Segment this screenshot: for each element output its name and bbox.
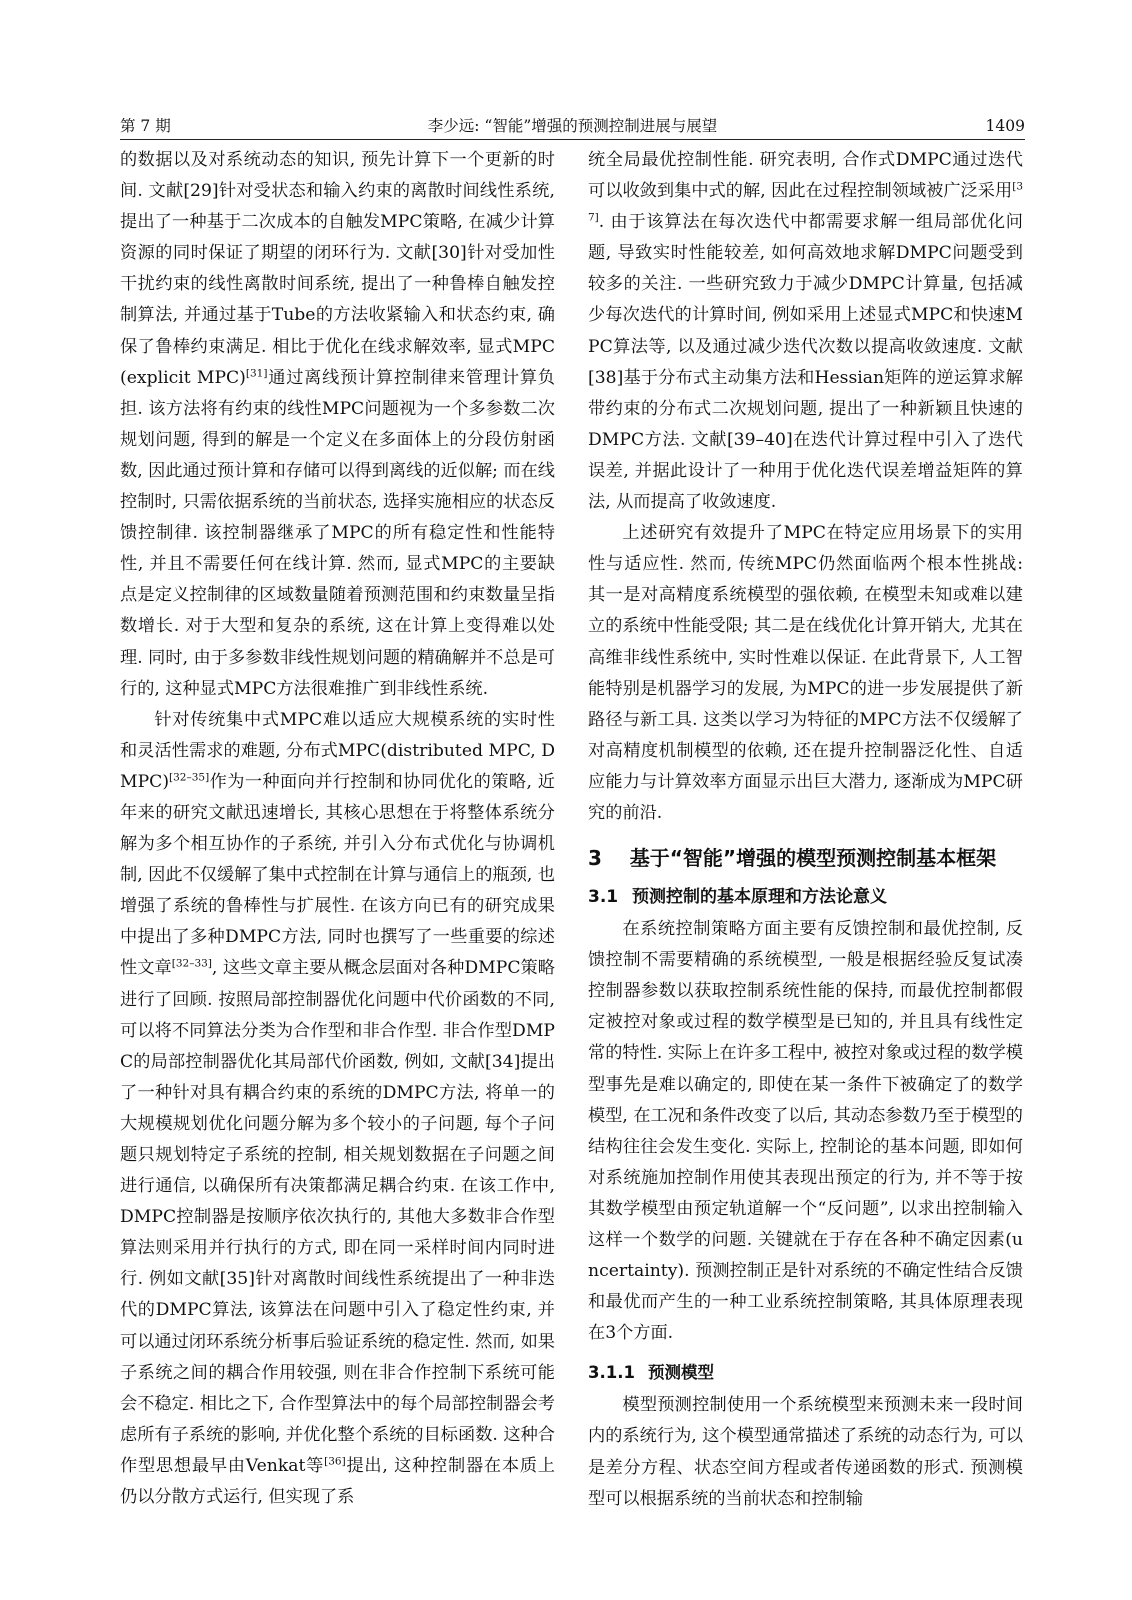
citation-superscript: [31] bbox=[245, 366, 268, 379]
running-header bbox=[120, 116, 1025, 140]
paragraph-challenges: 上述研究有效提升了MPC在特定应用场景下的实用性与适应性. 然而, 传统MPC仍然面临两个根本性挑战: 其一是对高精度系统模型的强依赖, 在模型未知或难以建立的系统中性能受限; 其二是在线优化计算开销大, 尤其在高维非线性系统中, 实时性难以保证. 在此背景下, 人工智能特别是机器学习的发展, 为MPC的进一步发展提供了新路径与新工具. 这类以学习为特征的MPC方法不仅缓解了对高精度机制模型的依赖, 还在提升控制器泛化性、自适应能力与计算效率方面显示出巨大潜力, 逐渐成为MPC研究的前沿. bbox=[588, 523, 1023, 823]
section-title: 预测模型 bbox=[648, 1363, 714, 1383]
paragraph-explicit-mpc bbox=[120, 145, 555, 705]
issue-number: 第 7 期 bbox=[120, 117, 171, 135]
text-run: 统全局最优控制性能. 研究表明, 合作式DMPC通过迭代可以收敛到集中式的解, 因此在过程控制领域被广泛采用 bbox=[588, 150, 1023, 202]
text-run: 提出, 这种控制器在本质上仍以分散方式运行, 但实现了系 bbox=[120, 1455, 555, 1508]
running-title: 李少远: “智能”增强的预测控制进展与展望 bbox=[427, 117, 718, 135]
paragraph-distributed-mpc bbox=[120, 705, 555, 1513]
right-column bbox=[588, 145, 1023, 1515]
paragraph-prediction-model: 模型预测控制使用一个系统模型来预测未来一段时间内的系统行为, 这个模型通常描述了系统的动态行为, 可以是差分方程、状态空间方程或者传递函数的形式. 预测模型可以根据系统的当前状态和控制输 bbox=[588, 1395, 1023, 1509]
text-run: 的数据以及对系统动态的知识, 预先计算下一个更新的时间. 文献[29]针对受状态和输入约束的离散时间线性系统, 提出了一种基于二次成本的自触发MPC策略, 在减少计算资源的同时保证了期望的闭环行为. 文献[30]针对受加性干扰约束的线性离散时间系统, 提出了一种鲁棒自触发控制算法, 并通过基于Tube的方法收紧输入和状态约束, 确保了鲁棒约束满足. 相比于优化在线求解效率, 显式MPC(explicit MPC) bbox=[120, 150, 555, 388]
citation-superscript: [32–33] bbox=[171, 957, 212, 970]
paragraph-cooperative-dmpc bbox=[588, 145, 1023, 518]
paragraph-basic-principle: 在系统控制策略方面主要有反馈控制和最优控制, 反馈控制不需要精确的系统模型, 一般是根据经验反复试凑控制器参数以获取控制系统性能的保持, 而最优控制都假定被控对象或过程的数学模型是已知的, 并且具有线性定常的特性. 实际上在许多工程中, 被控对象或过程的数学模型事先是难以确定的, 即使在某一条件下被确定了的数学模型, 在工况和条件改变了以后, 其动态参数乃至于模型的结构往往会发生变化. 实际上, 控制论的基本问题, 即如何对系统施加控制作用使其表现出预定的行为, 并不等于按其数学模型由预定轨道解一个“反问题”, 以求出控制输入这样一个数学的问题. 关键就在于存在各种不确定因素(uncertainty). 预测控制正是针对系统的不确定性结合反馈和最优而产生的一种工业系统控制策略, 其具体原理表现在3个方面. bbox=[588, 919, 1023, 1344]
section-title: 预测控制的基本原理和方法论意义 bbox=[632, 887, 887, 908]
section-heading-3-1 bbox=[588, 882, 1023, 912]
header-rule bbox=[120, 139, 1025, 140]
text-run: , 这些文章主要从概念层面对各种DMPC策略进行了回顾. 按照局部控制器优化问题中代价函数的不同, 可以将不同算法分类为合作型和非合作型. 非合作型DMPC的局部控制器优化其局部代价函数, 例如, 文献[34]提出了一种针对具有耦合约束的系统的DMPC方法, 将单一的大规模规划优化问题分解为多个较小的子问题, 每个子问题只规划特定子系统的控制, 相关规划数据在子问题之间进行通信, 以确保所有决策都满足耦合约束. 在该工作中, DMPC控制器是按顺序依次执行的, 其他大多数非合作型算法则采用并行执行的方式, 即在同一采样时间内同时进行. 例如文献[35]针对离散时间线性系统提出了一种非迭代的DMPC算法, 该算法在问题中引入了稳定性约束, 并可以通过闭环系统分析事后验证系统的稳定性. 然而, 如果子系统之间的耦合作用较强, 则在非合作控制下系统可能会不稳定. 相比之下, 合作型算法中的每个局部控制器会考虑所有子系统的影响, 并优化整个系统的目标函数. 这种合作型思想最早由Venkat等 bbox=[120, 958, 555, 1476]
text-run: 通过离线预计算控制律来管理计算负担. 该方法将有约束的线性MPC问题视为一个多参数二次规划问题, 得到的解是一个定义在多面体上的分段仿射函数, 因此通过预计算和存储可以得到离线的近似解; 而在线控制时, 只需依据系统的当前状态, 选择实施相应的状态反馈控制律. 该控制器继承了MPC的所有稳定性和性能特性, 并且不需要任何在线计算. 然而, 显式MPC的主要缺点是定义控制律的区域数量随着预测范围和约束数量呈指数增长. 对于大型和复杂的系统, 这在计算上变得难以处理. 同时, 由于多参数非线性规划问题的精确解并不总是可行的, 这种显式MPC方法很难推广到非线性系统. bbox=[120, 367, 555, 699]
citation-superscript: [37] bbox=[588, 180, 1023, 224]
section-number: 3.1 bbox=[588, 887, 619, 908]
section-title: 基于“智能”增强的模型预测控制基本框架 bbox=[629, 846, 997, 871]
citation-superscript: [32–35] bbox=[169, 771, 210, 784]
text-run: 作为一种面向并行控制和协同优化的策略, 近年来的研究文献迅速增长, 其核心思想在于将整体系统分解为多个相互协作的子系统, 并引入分布式优化与协调机制, 因此不仅缓解了集中式控制在计算与通信上的瓶颈, 也增强了系统的鲁棒性与扩展性. 在该方向已有的研究成果中提出了多种DMPC方法, 同时也撰写了一些重要的综述性文章 bbox=[120, 771, 555, 979]
section-heading-3 bbox=[588, 843, 1023, 873]
page-number: 1409 bbox=[985, 117, 1025, 135]
text-run: 针对传统集中式MPC难以适应大规模系统的实时性和灵活性需求的难题, 分布式MPC(distributed MPC, DMPC) bbox=[120, 709, 555, 792]
section-heading-3-1-1 bbox=[588, 1358, 1023, 1388]
left-column bbox=[120, 145, 555, 1513]
citation-superscript: [36] bbox=[324, 1455, 346, 1468]
section-number: 3.1.1 bbox=[588, 1363, 635, 1383]
text-run: . 由于该算法在每次迭代中都需要求解一组局部优化问题, 导致实时性能较差, 如何高效地求解DMPC问题受到较多的关注. 一些研究致力于减少DMPC计算量, 包括减少每次迭代的计算时间, 例如采用上述显式MPC和快速MPC算法等, 以及通过减少迭代次数以提高收敛速度. 文献[38]基于分布式主动集方法和Hessian矩阵的逆运算求解带约束的分布式二次规划问题, 提出了一种新颖且快速的DMPC方法. 文献[39–40]在迭代计算过程中引入了迭代误差, 并据此设计了一种用于优化迭代误差增益矩阵的算法, 从而提高了收敛速度. bbox=[588, 212, 1023, 513]
section-number: 3 bbox=[588, 846, 602, 871]
